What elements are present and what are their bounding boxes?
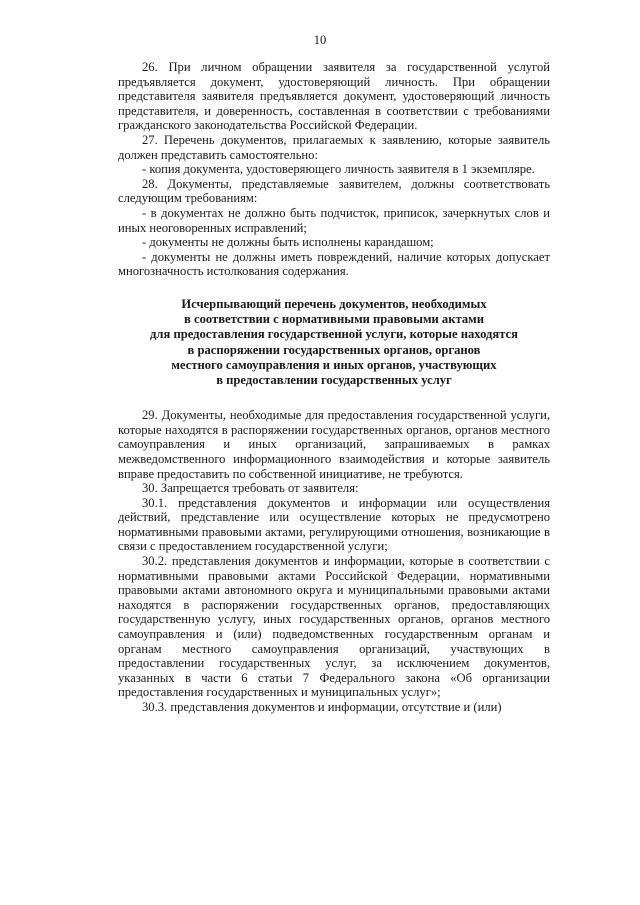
document-body bbox=[118, 60, 550, 715]
section-heading bbox=[118, 297, 550, 388]
paragraph-26: 26. При личном обращении заявителя за государственной услугой предъявляется документ, удостоверяющий личность. При обращении представителя заявителя предъявляется документ, удостоверяющий личность представителя, и доверенность, составленная в соответствии с требованиями гражданского законодательства Российской Федерации. bbox=[118, 60, 550, 133]
heading-line: для предоставления государственной услуги, которые находятся bbox=[150, 327, 518, 342]
list-item-27-1: - копия документа, удостоверяющего личность заявителя в 1 экземпляре. bbox=[142, 162, 535, 177]
paragraph-30-3: 30.3. представления документов и информации, отсутствие и (или) bbox=[142, 700, 502, 714]
heading-line: местного самоуправления и иных органов, участвующих bbox=[171, 357, 497, 372]
paragraph-30-2: 30.2. представления документов и информации, которые в соответствии с нормативными правовыми актами Российской Федерации, нормативными правовыми актами автономного округа и муниципальными правовыми актами находятся в распоряжении государственных органов, предоставляющих государственную услугу, иных государственных органов, органов местного самоуправления и (или) подведомственных государственным органам и органам местного самоуправления организаций, участвующих в предоставлении государственных услуг, за исключением документов, указанных в части 6 статьи 7 Федерального закона «Об организации предоставления государственных и муниципальных услуг»; bbox=[118, 554, 550, 700]
paragraph-30-1: 30.1. представления документов и информации или осуществления действий, представление или осуществление которых не предусмотрено нормативными правовыми актами, регулирующими отношения, возникающие в связи с предоставлением государственной услуги; bbox=[118, 495, 550, 554]
paragraph-30: 30. Запрещается требовать от заявителя: bbox=[142, 481, 359, 496]
paragraph-27: 27. Перечень документов, прилагаемых к заявлению, которые заявитель должен представить самостоятельно: bbox=[118, 132, 550, 162]
paragraph-29: 29. Документы, необходимые для предоставления государственной услуги, которые находятся в распоряжении государственных органов, органов местного самоуправления и иных организаций, запрашиваемых в рамках межведомственного информационного взаимодействия и которые заявитель вправе предоставить по собственной инициативе, не требуются. bbox=[118, 408, 550, 481]
page-number: 10 bbox=[313, 33, 327, 47]
list-item-28-1: - в документах не должно быть подчисток, приписок, зачеркнутых слов и иных неоговоренных исправлений; bbox=[118, 205, 550, 235]
list-item-28-3: - документы не должны иметь повреждений, наличие которых допускает многозначность истолкования содержания. bbox=[118, 249, 550, 279]
paragraph-28: 28. Документы, представляемые заявителем, должны соответствовать следующим требованиям: bbox=[118, 176, 550, 206]
list-item-28-2: - документы не должны быть исполнены карандашом; bbox=[142, 235, 434, 250]
heading-line: Исчерпывающий перечень документов, необходимых bbox=[181, 296, 487, 311]
heading-line: в соответствии с нормативными правовыми актами bbox=[184, 312, 484, 327]
heading-line: в предоставлении государственных услуг bbox=[216, 372, 452, 387]
heading-line: в распоряжении государственных органов, органов bbox=[187, 342, 481, 357]
